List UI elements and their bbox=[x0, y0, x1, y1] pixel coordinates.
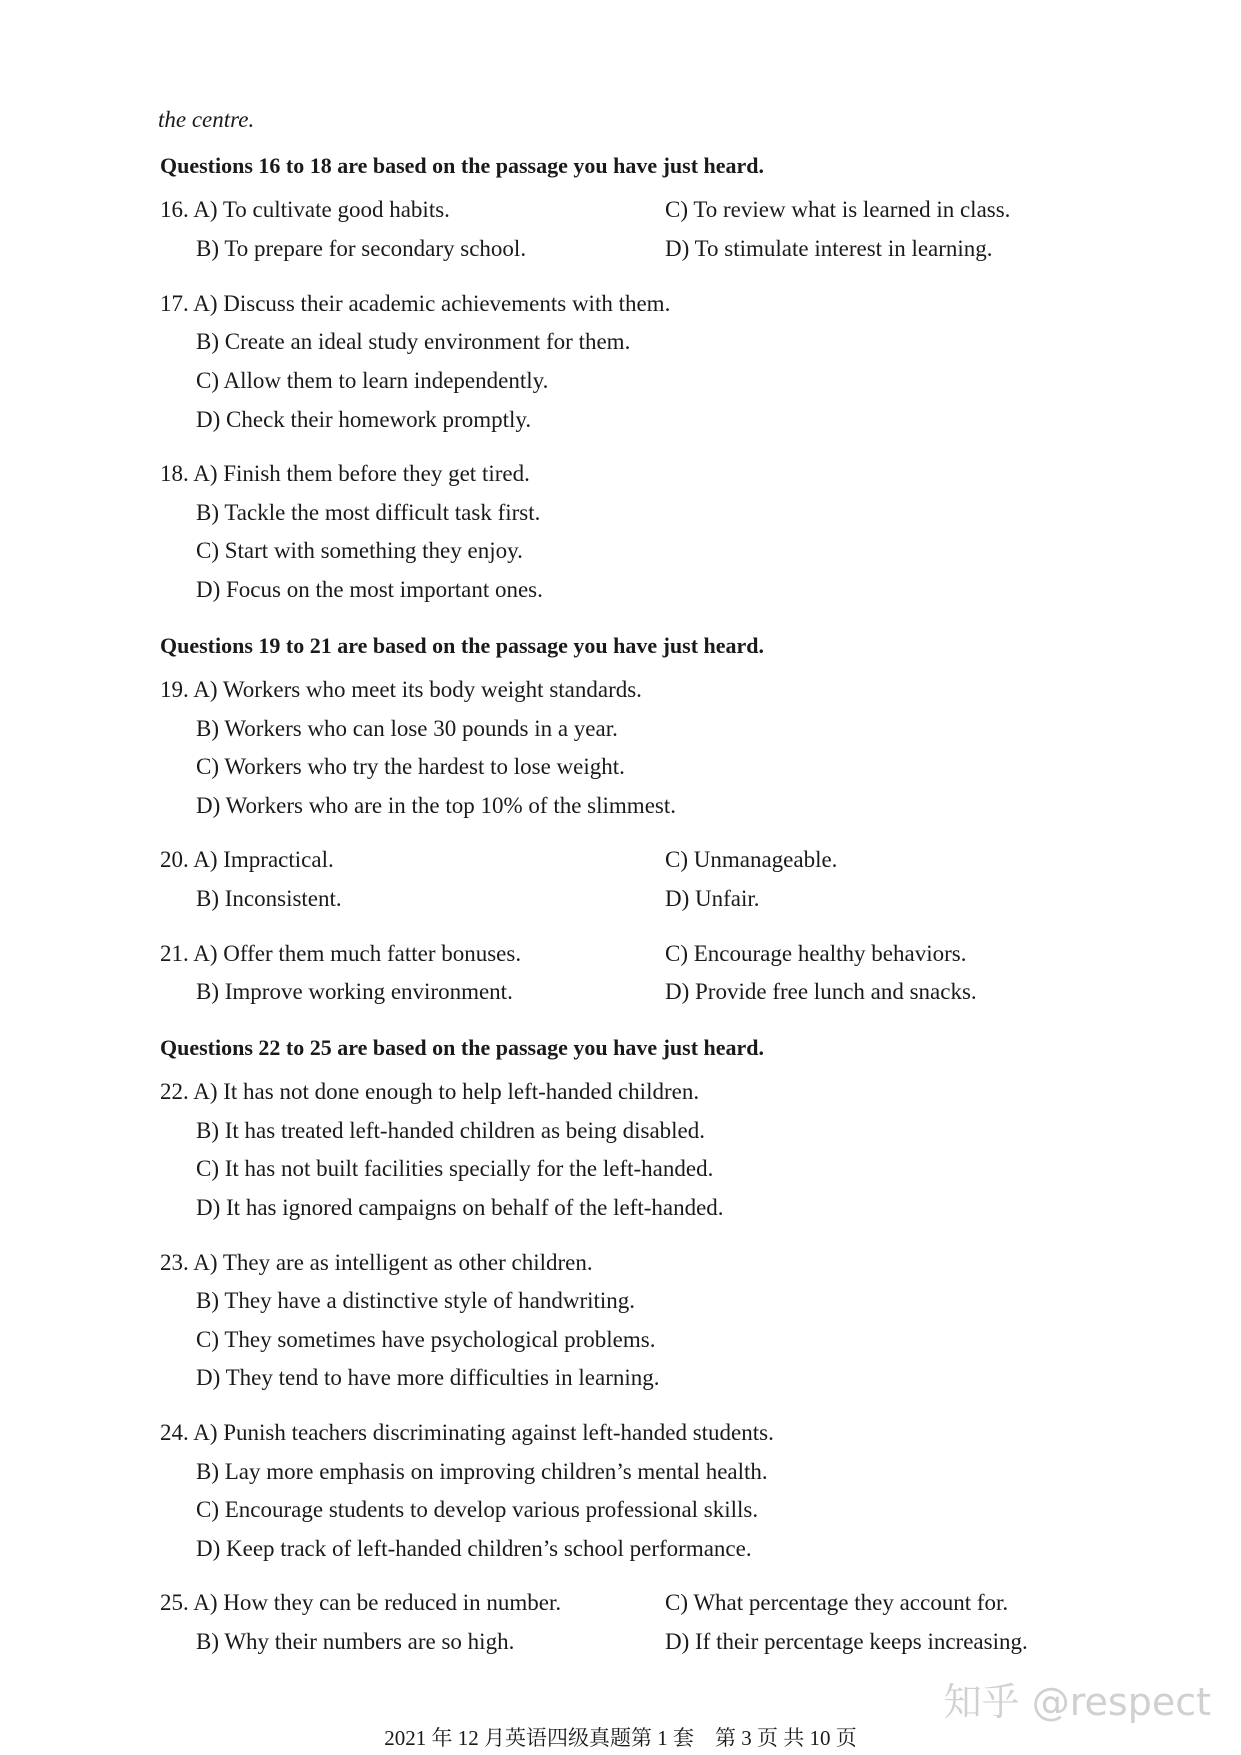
q25-option-d: D) If their percentage keeps increasing. bbox=[665, 1629, 1028, 1654]
q24-option-a: 24. A) Punish teachers discriminating against left-handed students. bbox=[160, 1420, 774, 1445]
page-footer: 2021 年 12 月英语四级真题第 1 套 第 3 页 共 10 页 bbox=[384, 1726, 857, 1750]
q16-option-d: D) To stimulate interest in learning. bbox=[665, 236, 993, 261]
q19-option-a: 19. A) Workers who meet its body weight standards. bbox=[160, 677, 642, 702]
q24-option-b: B) Lay more emphasis on improving children’s mental health. bbox=[196, 1459, 768, 1484]
q21-option-c: C) Encourage healthy behaviors. bbox=[665, 941, 967, 966]
watermark: 知乎 @respect bbox=[943, 1680, 1211, 1724]
q19-option-c: C) Workers who try the hardest to lose weight. bbox=[196, 754, 625, 779]
q22-option-d: D) It has ignored campaigns on behalf of the left-handed. bbox=[196, 1195, 724, 1220]
q16-option-c: C) To review what is learned in class. bbox=[665, 197, 1011, 222]
q22-option-c: C) It has not built facilities specially for the left-handed. bbox=[196, 1156, 714, 1181]
q21-option-d: D) Provide free lunch and snacks. bbox=[665, 979, 977, 1004]
q18-option-a: 18. A) Finish them before they get tired. bbox=[160, 461, 530, 486]
q17-option-d: D) Check their homework promptly. bbox=[196, 407, 532, 432]
q23-option-c: C) They sometimes have psychological problems. bbox=[196, 1327, 656, 1352]
q16-option-a: 16. A) To cultivate good habits. bbox=[160, 197, 450, 222]
q25-option-a: 25. A) How they can be reduced in number. bbox=[160, 1590, 562, 1615]
section-heading: Questions 16 to 18 are based on the passage you have just heard. bbox=[160, 153, 765, 178]
q24-option-d: D) Keep track of left-handed children’s school performance. bbox=[196, 1536, 752, 1561]
intro-text: the centre. bbox=[158, 107, 255, 132]
q22-option-a: 22. A) It has not done enough to help left-handed children. bbox=[160, 1079, 700, 1104]
q17-option-a: 17. A) Discuss their academic achievements with them. bbox=[160, 291, 671, 316]
section-heading: Questions 22 to 25 are based on the passage you have just heard. bbox=[160, 1035, 765, 1060]
q21-option-b: B) Improve working environment. bbox=[196, 979, 513, 1004]
q17-option-b: B) Create an ideal study environment for them. bbox=[196, 329, 631, 354]
q22-option-b: B) It has treated left-handed children as being disabled. bbox=[196, 1118, 706, 1143]
q23-option-a: 23. A) They are as intelligent as other children. bbox=[160, 1250, 593, 1275]
q20-option-d: D) Unfair. bbox=[665, 886, 760, 911]
q21-option-a: 21. A) Offer them much fatter bonuses. bbox=[160, 941, 522, 966]
q23-option-d: D) They tend to have more difficulties in learning. bbox=[196, 1365, 660, 1390]
q16-option-b: B) To prepare for secondary school. bbox=[196, 236, 527, 261]
q19-option-b: B) Workers who can lose 30 pounds in a year. bbox=[196, 716, 618, 741]
q20-option-a: 20. A) Impractical. bbox=[160, 847, 334, 872]
q18-option-c: C) Start with something they enjoy. bbox=[196, 538, 523, 563]
q18-option-b: B) Tackle the most difficult task first. bbox=[196, 500, 541, 525]
q18-option-d: D) Focus on the most important ones. bbox=[196, 577, 543, 602]
q24-option-c: C) Encourage students to develop various professional skills. bbox=[196, 1497, 759, 1522]
q17-option-c: C) Allow them to learn independently. bbox=[196, 368, 549, 393]
q23-option-b: B) They have a distinctive style of handwriting. bbox=[196, 1288, 636, 1313]
q25-option-b: B) Why their numbers are so high. bbox=[196, 1629, 515, 1654]
section-heading: Questions 19 to 21 are based on the passage you have just heard. bbox=[160, 633, 765, 658]
q25-option-c: C) What percentage they account for. bbox=[665, 1590, 1009, 1615]
q20-option-b: B) Inconsistent. bbox=[196, 886, 342, 911]
q19-option-d: D) Workers who are in the top 10% of the slimmest. bbox=[196, 793, 676, 818]
q20-option-c: C) Unmanageable. bbox=[665, 847, 838, 872]
